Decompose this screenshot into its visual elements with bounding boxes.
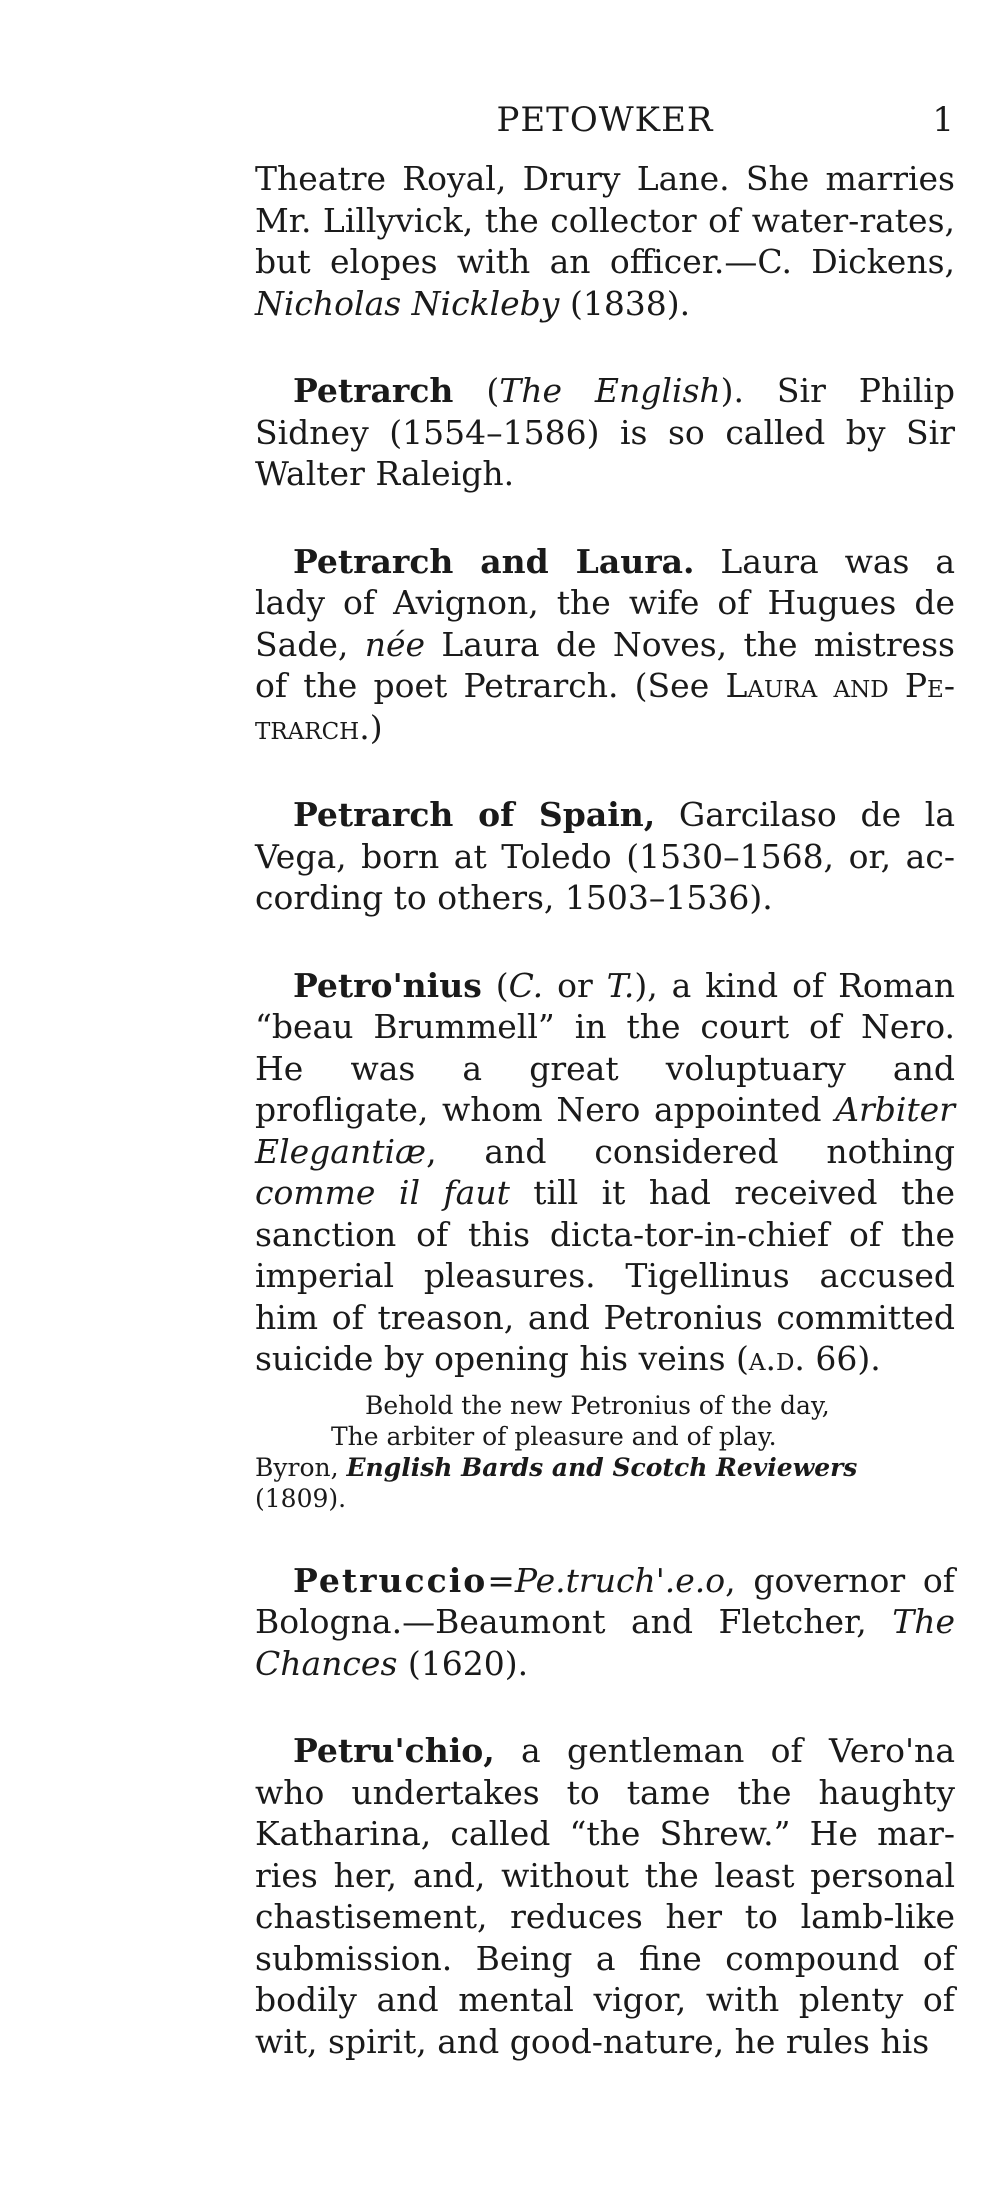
quote-source-author: Byron, bbox=[255, 1452, 347, 1482]
italic-text: C. bbox=[508, 965, 544, 1005]
entry-text: ( bbox=[481, 965, 509, 1005]
entry-text: ) bbox=[369, 707, 383, 747]
headword: Petro'nius bbox=[293, 965, 482, 1005]
entry-text: (1838). bbox=[559, 283, 691, 323]
entry-text: or bbox=[543, 965, 607, 1005]
entry-petruccio bbox=[255, 1560, 955, 1685]
page-number: 1 bbox=[932, 100, 955, 140]
entry-petrarch-and-laura bbox=[255, 541, 955, 749]
entry-petowker-continued bbox=[255, 158, 955, 324]
italic-text: T. bbox=[606, 965, 635, 1005]
dictionary-page bbox=[255, 100, 955, 2062]
entry-text: ( bbox=[453, 371, 500, 410]
quote-line-1: Behold the new Petronius of the day, bbox=[365, 1390, 830, 1420]
entry-text: ). Sir Philip Sidney (1554–1586) is so called by Sir Walter Raleigh. bbox=[255, 371, 955, 493]
cross-reference: Laura and Pe-trarch. bbox=[255, 666, 955, 747]
entry-text: Laura was a lady of Avignon, the wife of Hugues de Sade, bbox=[255, 541, 955, 664]
italic-text: comme il faut bbox=[255, 1173, 510, 1212]
headword: Petru'chio, bbox=[293, 1731, 495, 1770]
entry-text: Laura de Noves, the mistress of the poet Petrarch. (See bbox=[255, 624, 955, 705]
pronunciation: =Pe.truch'.e.o bbox=[487, 1560, 726, 1600]
headword: Petrarch bbox=[293, 371, 454, 410]
italic-text: née bbox=[364, 624, 426, 664]
entry-text: (1620). bbox=[397, 1643, 529, 1683]
work-title: The Chances bbox=[255, 1602, 955, 1683]
entry-text: Theatre Royal, Drury Lane. She marries Mr. Lillyvick, the collector of water-rates, but elopes with an officer.—C. Dickens, bbox=[255, 159, 955, 281]
entry-text: , and considered nothing bbox=[426, 1131, 955, 1171]
headword: Petruccio bbox=[293, 1560, 488, 1600]
quote-source-title: English Bards and Scotch Reviewers bbox=[346, 1452, 858, 1482]
headword: Petrarch of Spain, bbox=[293, 795, 656, 834]
entry-text: , governor of Bologna.—Beaumont and Fletcher, bbox=[255, 1560, 955, 1641]
work-title: Nicholas Nickleby bbox=[255, 283, 560, 323]
quote-source bbox=[255, 1452, 955, 1514]
era-abbreviation: a.d. bbox=[748, 1339, 805, 1378]
quote-line-2: The arbiter of pleasure and of play. bbox=[331, 1421, 777, 1451]
entry-petrarch-english bbox=[255, 370, 955, 495]
italic-text: The English bbox=[499, 371, 721, 410]
verse-quotation bbox=[255, 1390, 955, 1514]
headword: Petrarch and Laura. bbox=[293, 541, 695, 581]
quote-source-year: (1809). bbox=[255, 1483, 347, 1513]
entry-petronius bbox=[255, 965, 955, 1380]
entry-text: a gentleman of Vero'na who undertakes to tame the haughty Katharina, called “the Shrew.” He mar-ries her, and, without the least personal chastisement, reduces her to lamb-like submission. Being a fine compound of bodily and mental vigor, with plenty of wit, spirit, and good-nature, he rules his bbox=[255, 1731, 955, 2061]
entry-text: ), a kind of Roman “beau Brummell” in the court of Nero. He was a great voluptuary and profligate, whom Nero appointed bbox=[255, 965, 956, 1129]
running-header bbox=[255, 100, 955, 158]
running-head-title: PETOWKER bbox=[496, 100, 714, 140]
entry-petrarch-of-spain bbox=[255, 794, 955, 919]
entry-petruchio bbox=[255, 1730, 955, 2062]
entry-text: till it had received the sanction of this dicta-tor-in-chief of the imperial pleasures. Tigellinus accused him of treason, and Petronius committed suicide by opening his veins ( bbox=[255, 1173, 955, 1378]
italic-text: Arbiter Elegantiæ bbox=[255, 1090, 955, 1171]
entry-text: Garcilaso de la Vega, born at Toledo (1530–1568, or, ac-cording to others, 1503–1536). bbox=[255, 795, 955, 917]
entry-text: 66). bbox=[804, 1339, 881, 1378]
